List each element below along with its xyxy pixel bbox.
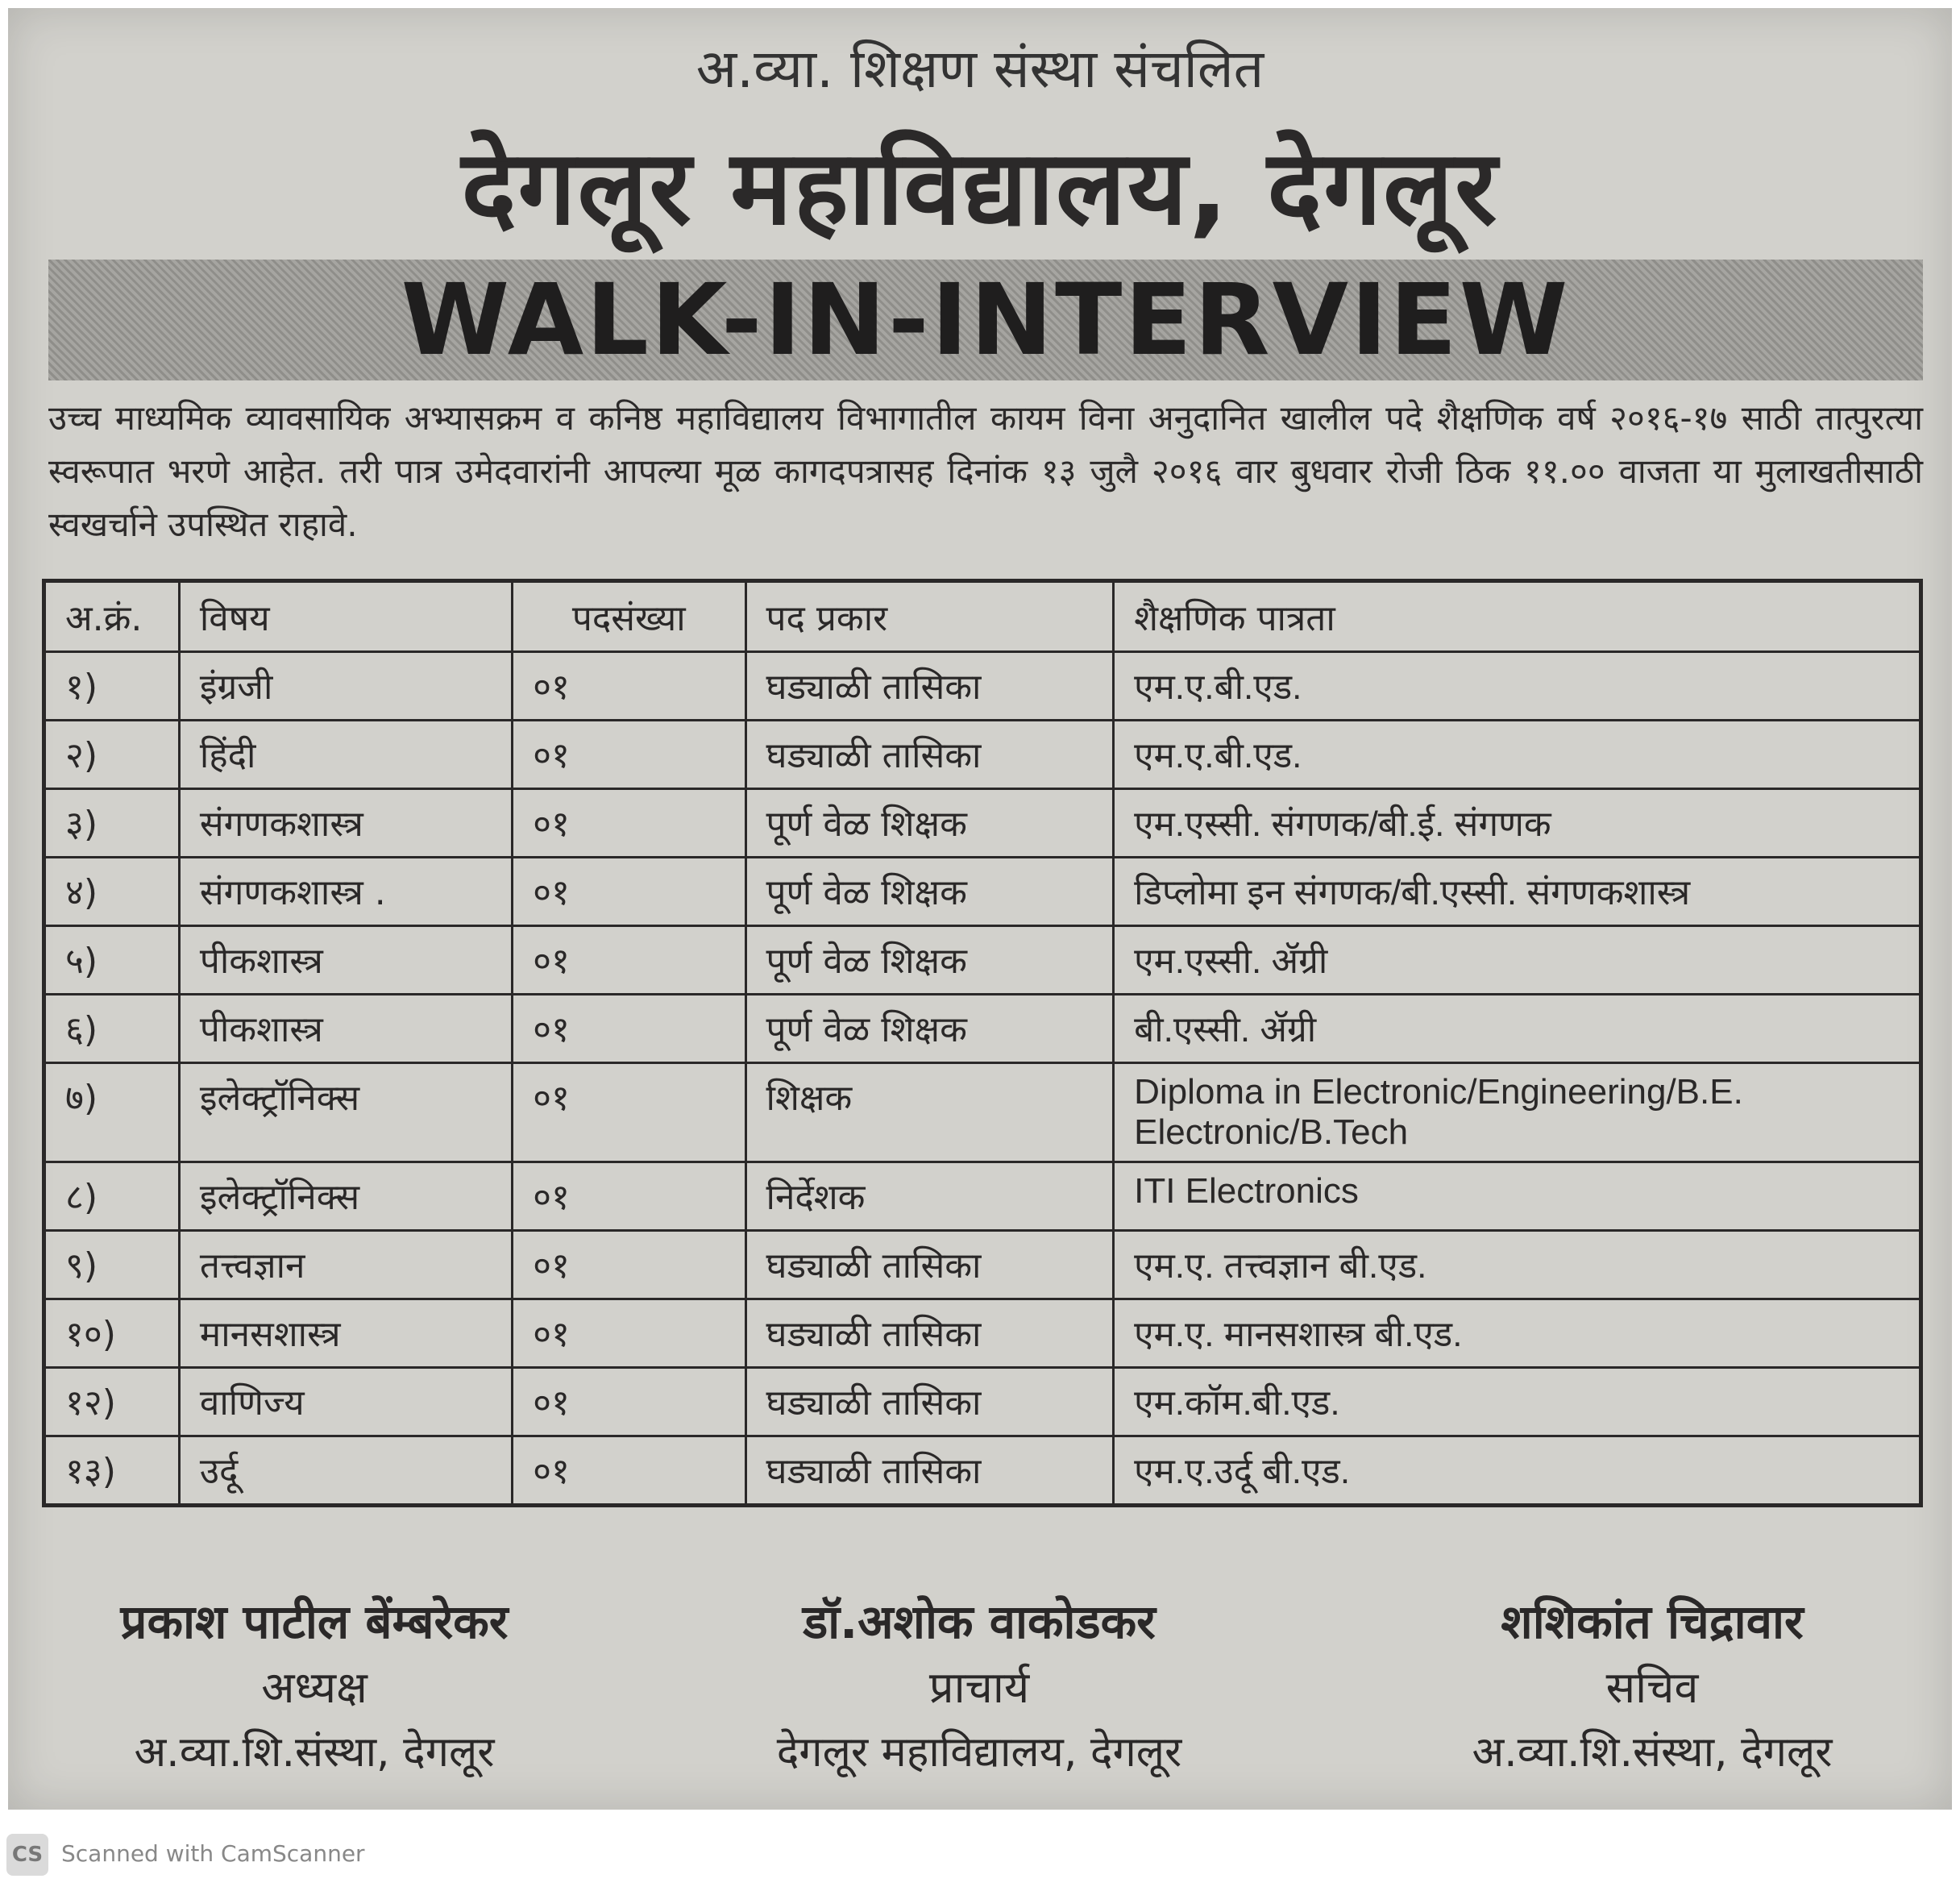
cell-subject: पीकशास्त्र [179,995,512,1063]
cell-count: ०१ [513,721,745,789]
cell-post-type: पूर्ण वेळ शिक्षक [745,995,1114,1063]
cell-serial: १०) [44,1299,180,1368]
cell-subject: वाणिज्य [179,1368,512,1436]
posts-table [42,579,1923,1507]
cell-count: ०१ [513,1231,745,1299]
cell-subject: संगणकशास्त्र [179,789,512,858]
cell-qualification: एम.ए.बी.एड. [1114,652,1921,721]
cell-serial: २) [44,721,180,789]
cell-serial: १२) [44,1368,180,1436]
table-row [44,926,1921,995]
signatory-org: देगलूर महाविद्यालय, देगलूर [776,1728,1182,1777]
signatory-org: अ.व्या.शि.संस्था, देगलूर [1472,1728,1833,1777]
cell-count: ०१ [513,1368,745,1436]
cell-serial: ८) [44,1162,180,1231]
cell-post-type: घड्याळी तासिका [745,1436,1114,1506]
banner-text: WALK-IN-INTERVIEW [401,263,1571,377]
table-row [44,652,1921,721]
signatory-role: सचिव [1605,1662,1699,1713]
cell-post-type: शिक्षक [745,1063,1114,1162]
signatory-name: शशिकांत चिद्रावार [1501,1594,1804,1649]
cell-qualification: एम.एस्सी. संगणक/बी.ई. संगणक [1114,789,1921,858]
signatory-name: प्रकाश पाटील बेंम्बरेकर [120,1594,509,1649]
header-subject: विषय [179,581,512,652]
cell-qualification: एम.ए. मानसशास्त्र बी.एड. [1114,1299,1921,1368]
cell-qualification: एम.एस्सी. ॲग्री [1114,926,1921,995]
college-title: देगलूर महाविद्यालय, देगलूर [461,128,1499,248]
cell-post-type: पूर्ण वेळ शिक्षक [745,926,1114,995]
cell-qualification: एम.ए. तत्त्वज्ञान बी.एड. [1114,1231,1921,1299]
table-row [44,1436,1921,1506]
table-row [44,721,1921,789]
table-row [44,1368,1921,1436]
cell-count: ०१ [513,858,745,926]
cell-subject: मानसशास्त्र [179,1299,512,1368]
cell-serial: ९) [44,1231,180,1299]
cell-subject: इलेक्ट्रॉनिक्स [179,1063,512,1162]
header-serial: अ.क्रं. [44,581,180,652]
cell-post-type: पूर्ण वेळ शिक्षक [745,789,1114,858]
cell-serial: ५) [44,926,180,995]
signatory-secretary [1338,1588,1960,1785]
cell-post-type: घड्याळी तासिका [745,652,1114,721]
cell-post-type: पूर्ण वेळ शिक्षक [745,858,1114,926]
cell-count: ०१ [513,1299,745,1368]
cell-serial: ४) [44,858,180,926]
cell-serial: १३) [44,1436,180,1506]
header-post-type: पद प्रकार [745,581,1114,652]
cell-count: ०१ [513,1436,745,1506]
cell-subject: तत्त्वज्ञान [179,1231,512,1299]
table-header-row [44,581,1921,652]
camscanner-logo-icon: CS [6,1834,48,1876]
cell-serial: १) [44,652,180,721]
table-row [44,995,1921,1063]
scanner-text: Scanned with CamScanner [61,1840,365,1867]
table-row [44,1231,1921,1299]
header-count: पदसंख्या [513,581,745,652]
cell-qualification: Diploma in Electronic/Engineering/B.E. Electronic/B.Tech [1114,1063,1921,1162]
cell-count: ०१ [513,789,745,858]
cell-qualification: एम.ए.उर्दू बी.एड. [1114,1436,1921,1506]
table-row [44,858,1921,926]
cell-post-type: घड्याळी तासिका [745,721,1114,789]
cell-subject: उर्दू [179,1436,512,1506]
walk-in-banner [48,260,1923,380]
cell-count: ०१ [513,995,745,1063]
cell-serial: ३) [44,789,180,858]
signatory-org: अ.व्या.शि.संस्था, देगलूर [134,1728,495,1777]
cell-qualification: एम.ए.बी.एड. [1114,721,1921,789]
cell-subject: हिंदी [179,721,512,789]
signatory-role: प्राचार्य [928,1662,1030,1713]
cell-qualification: एम.कॉम.बी.एड. [1114,1368,1921,1436]
cell-qualification: डिप्लोमा इन संगणक/बी.एस्सी. संगणकशास्त्र [1114,858,1921,926]
signatory-role: अध्यक्ष [261,1662,368,1713]
cell-qualification: ITI Electronics [1114,1162,1921,1231]
intro-paragraph: उच्च माध्यमिक व्यावसायिक अभ्यासक्रम व कनिष्ठ महाविद्यालय विभागातील कायम विना अनुदानित खालील पदे शैक्षणिक वर्ष २०१६-१७ साठी तात्पुरत्या स्वरूपात भरणे आहेत. तरी पात्र उमेदवारांनी आपल्या मूळ कागदपत्रासह दिनांक १३ जुलै २०१६ वार बुधवार रोजी ठिक ११.०० वाजता या मुलाखतीसाठी स्वखर्चाने उपस्थित राहावे. [48,398,1923,544]
cell-count: ०१ [513,1162,745,1231]
cell-subject: पीकशास्त्र [179,926,512,995]
header-qualification: शैक्षणिक पात्रता [1114,581,1921,652]
table-row [44,1063,1921,1162]
cell-serial: ६) [44,995,180,1063]
cell-post-type: घड्याळी तासिका [745,1231,1114,1299]
signatory-principal [665,1588,1294,1785]
cell-subject: संगणकशास्त्र . [179,858,512,926]
table-row [44,789,1921,858]
cell-count: ०१ [513,926,745,995]
cell-qualification: बी.एस्सी. ॲग्री [1114,995,1921,1063]
cell-subject: इलेक्ट्रॉनिक्स [179,1162,512,1231]
cell-count: ०१ [513,1063,745,1162]
cell-post-type: घड्याळी तासिका [745,1299,1114,1368]
supertitle: अ.व्या. शिक्षण संस्था संचलित [696,38,1264,100]
signatory-president [0,1588,629,1785]
cell-post-type: निर्देशक [745,1162,1114,1231]
signatory-name: डॉ.अशोक वाकोडकर [803,1594,1156,1649]
cell-serial: ७) [44,1063,180,1162]
cell-post-type: घड्याळी तासिका [745,1368,1114,1436]
table-row [44,1299,1921,1368]
table-row [44,1162,1921,1231]
cell-subject: इंग्रजी [179,652,512,721]
cell-count: ०१ [513,652,745,721]
